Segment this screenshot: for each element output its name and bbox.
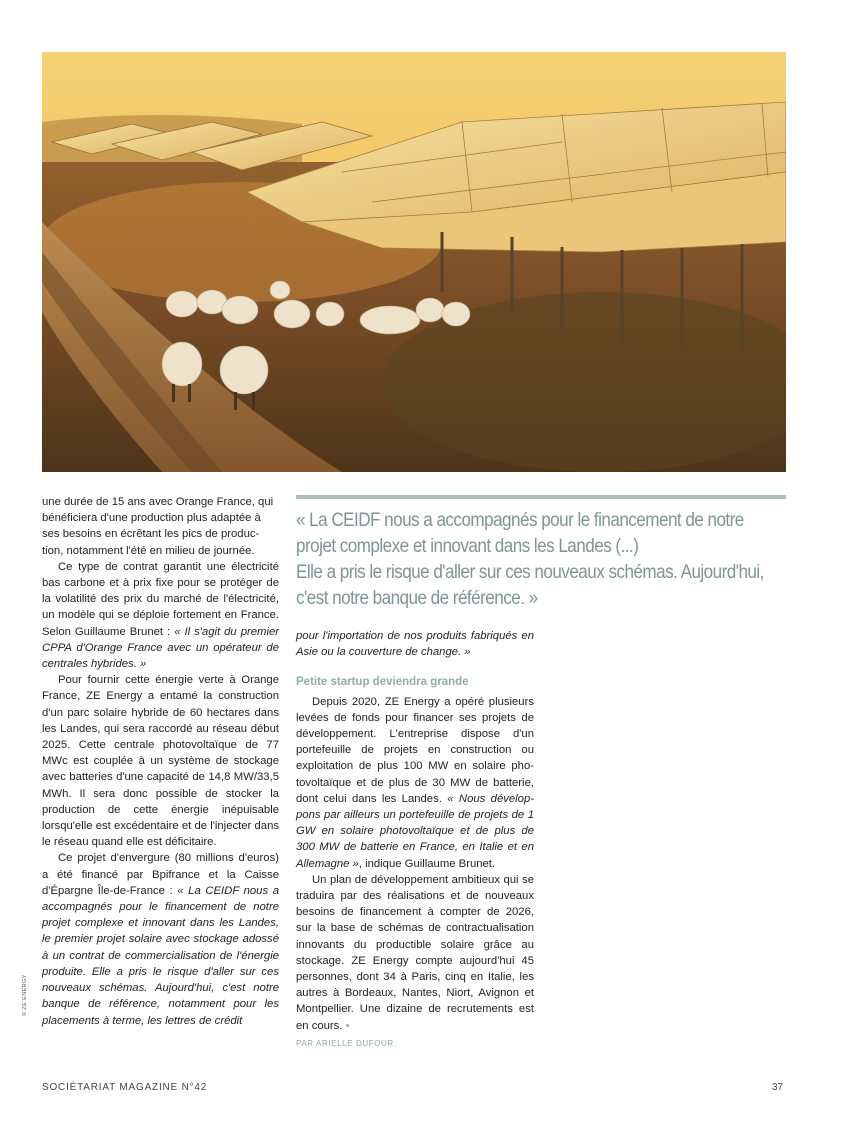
page-number: 37 (772, 1082, 784, 1093)
pull-quote-line: Elle a pris le risque d'aller sur ces nouveaux schémas. Aujourd'hui, (296, 562, 764, 583)
pull-quote (296, 508, 766, 612)
text-line: tion, notamment l'été en milieu de journée. (42, 544, 255, 557)
body-text: Depuis 2020, ZE Energy a opéré plusieurs levées de fonds pour financer ses projets de développement. L'entreprise dispose d'un portefeuille de projets en construction ou exploitation de plus 100 MW en solaire photovoltaïque et de plus de 30 MW de batterie, dont celui dans les Landes. (296, 695, 534, 805)
photo-credit: © ZE ENERGY (22, 974, 28, 1016)
left-paragraph-1 (42, 494, 279, 559)
inline-quote: « Il s'agit du premier CPPA d'Orange France avec un opérateur de centrales hybrides. » (42, 625, 279, 671)
pull-quote-line: c'est notre banque de référence. » (296, 588, 538, 609)
body-text: , indique Guillaume Brunet. (358, 857, 496, 870)
inline-quote: « Nous développons par ailleurs un portefeuille de projets de 1 GW en solaire photovoltaïque et de plus de 300 MW de batterie en France, en Italie et en Allemagne » (296, 792, 534, 870)
text-line: une durée de 15 ans avec Orange France, qui (42, 496, 274, 508)
pull-quote-line: projet complexe et innovant dans les Landes (...) (296, 536, 639, 557)
right-column (296, 628, 534, 1052)
body-text: Un plan de développement ambitieux qui se traduira par des réalisations et de nouveaux besoins de financement à compter de 2026, sur la base de schémas de contractualisation innovants du productible solaire grâce au stockage. ZE Energy compte aujourd'hui 45 personnes, dont 34 à Paris, cinq en Italie, les autres à Bordeaux, Nantes, Niort, Avignon et Montpellier. Une dizaine de recrutements est en cours. (296, 873, 534, 1032)
section-subheading: Petite startup deviendra grande (296, 676, 469, 689)
body-text: Ce projet d'envergure (80 millions d'euros) a été financé par Bpifrance et la Caisse d'Épargne Île-de-France : (42, 852, 279, 897)
text-line: ses besoins en écrêtant les pics de produc- (42, 528, 260, 541)
hero-photo (42, 52, 786, 472)
left-paragraph-2 (42, 559, 279, 672)
end-mark: • (345, 1019, 350, 1032)
inline-quote: « La CEIDF nous a accompagnés pour le financement de notre projet complexe et innovant dans les Landes, le premier projet solaire avec stockage adossé à un contrat de commercialisation de l'énergie produite. Elle a pris le risque d'aller sur ces nouveaux schémas. Aujourd'hui, c'est notre banque de référence, notamment pour les placements à terme, les lettres de crédit (42, 884, 279, 1027)
pull-quote-rule (296, 495, 786, 499)
left-column (42, 494, 279, 1029)
byline: PAR ARIELLE DUFOUR (296, 1038, 394, 1048)
inline-quote: pour l'importation de nos produits fabriqués en Asie ou la couverture de change. » (296, 630, 534, 659)
right-paragraph-2 (296, 872, 534, 1034)
left-paragraph-4 (42, 850, 279, 1028)
body-text: Ce type de contrat garantit une électricité bas carbone et à prix fixe pour se protéger de la volatilité des prix du marché de l'électricité, un modèle qui se déploie fortement en France. Selon Guillaume Brunet : (42, 560, 279, 638)
magazine-footer: SOCIÉTARIAT MAGAZINE N°42 (42, 1082, 208, 1093)
right-paragraph-1 (296, 694, 534, 872)
pull-quote-line: « La CEIDF nous a accompagnés pour le financement de notre (296, 510, 744, 531)
solar-farm-sheep-illustration (42, 52, 786, 472)
quote-continuation (296, 628, 534, 660)
text-line: bénéficiera d'une production plus adaptée à (42, 512, 261, 525)
left-paragraph-3: Pour fournir cette énergie verte à Orange France, ZE Energy a entamé la construction d'un parc solaire hybride de 60 hectares dans les Landes, qui sera raccordé au réseau début 2025. Cette centrale photovoltaïque de 77 MWc est couplée à un système de stockage avec batteries d'une capacité de 14,8 MW/33,5 MWh. Il sera donc possible de stocker la production de cette énergie inépuisable lorsqu'elle est excédentaire et de l'injecter dans le réseau quand elle est déficitaire. (42, 674, 279, 849)
